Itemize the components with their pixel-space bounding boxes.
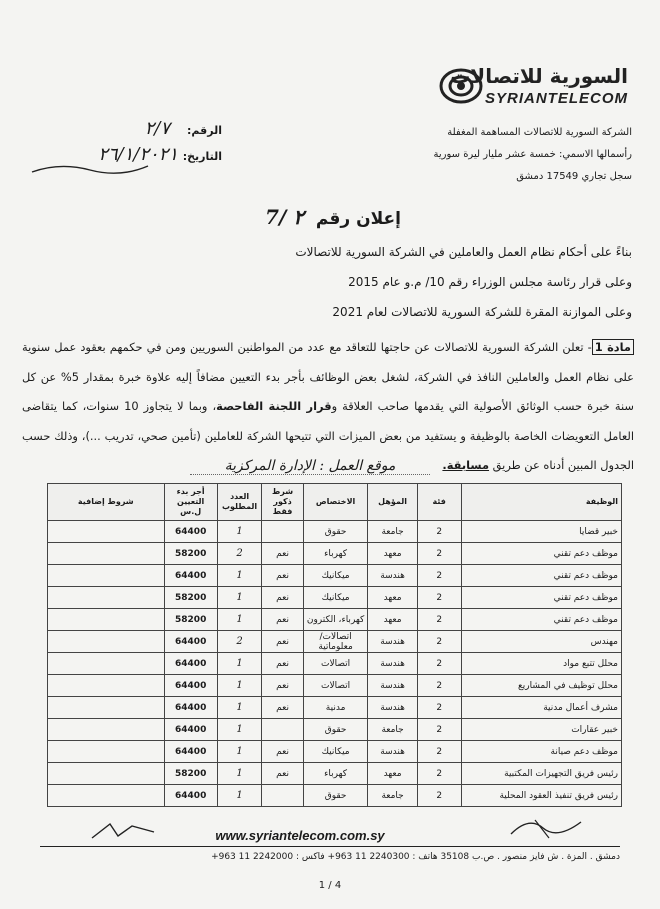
table-cell	[262, 785, 303, 807]
footer-address: دمشق . المزة . ش فايز منصور . ص.ب 35108 هاتف : 2240300 11 963+ فاكس : 2242000 11 963+	[211, 852, 620, 862]
table-cell	[48, 741, 165, 763]
table-cell: هندسة	[368, 741, 417, 763]
company-line: رأسمالها الاسمي: خمسة عشر مليار ليرة سورية	[433, 149, 632, 160]
col-header: الاختصاص	[303, 484, 368, 521]
table-cell: 1	[217, 675, 262, 697]
footer-divider	[40, 846, 620, 847]
table-cell: ميكانيك	[303, 565, 368, 587]
table-cell: موظف دعم صيانة	[461, 741, 621, 763]
table-cell	[48, 785, 165, 807]
table-cell: موظف دعم تقني	[461, 609, 621, 631]
date-value: ٢٦/١/٢٠٢١	[98, 144, 178, 165]
title-prefix: إعلان رقم	[315, 209, 401, 229]
table-cell: 64400	[164, 719, 217, 741]
table-cell: 64400	[164, 565, 217, 587]
table-cell: اتصالات	[303, 675, 368, 697]
table-cell: نعم	[262, 763, 303, 785]
table-cell: موظف دعم تقني	[461, 565, 621, 587]
table-cell: حقوق	[303, 785, 368, 807]
company-line: سجل تجاري 17549 دمشق	[516, 171, 632, 182]
table-row	[48, 587, 622, 609]
table-cell: 2	[417, 741, 461, 763]
table-cell	[48, 565, 165, 587]
table-cell: 58200	[164, 763, 217, 785]
table-cell: 64400	[164, 653, 217, 675]
table-cell: نعم	[262, 653, 303, 675]
table-cell: 64400	[164, 631, 217, 653]
table-cell: نعم	[262, 675, 303, 697]
table-cell: نعم	[262, 609, 303, 631]
table-cell: جامعة	[368, 719, 417, 741]
table-cell: محلل توظيف في المشاريع	[461, 675, 621, 697]
table-cell: هندسة	[368, 697, 417, 719]
table-cell: نعم	[262, 741, 303, 763]
date-underline-stroke	[30, 158, 150, 178]
col-header: الوظيفة	[461, 484, 621, 521]
table-cell: رئيس فريق التجهيزات المكتبية	[461, 763, 621, 785]
table-cell	[48, 543, 165, 565]
table-cell: معهد	[368, 763, 417, 785]
table-cell: هندسة	[368, 565, 417, 587]
table-row	[48, 697, 622, 719]
table-cell: 1	[217, 609, 262, 631]
table-cell: معهد	[368, 587, 417, 609]
table-cell: 2	[417, 565, 461, 587]
logo-english-text: SYRIANTELECOM	[484, 90, 628, 107]
jobs-table	[47, 483, 622, 807]
table-cell: 2	[417, 719, 461, 741]
footer-website: www.syriantelecom.com.sy	[215, 828, 385, 843]
table-cell	[262, 719, 303, 741]
table-cell: حقوق	[303, 521, 368, 543]
table-cell: 58200	[164, 587, 217, 609]
table-cell	[48, 587, 165, 609]
table-cell: ميكانيك	[303, 741, 368, 763]
work-location: موقع العمل : الإدارة المركزية	[190, 458, 430, 475]
title-number: ٢ /7	[265, 205, 304, 229]
table-row	[48, 543, 622, 565]
reference-block	[30, 118, 230, 178]
col-header: شرط ذكور فقط	[262, 484, 303, 521]
company-info	[372, 122, 632, 188]
col-header: شروط إضافية	[48, 484, 165, 521]
table-cell	[48, 653, 165, 675]
table-row	[48, 719, 622, 741]
table-cell: كهرباء، الكترون	[303, 609, 368, 631]
table-cell: اتصالات	[303, 653, 368, 675]
table-cell	[48, 521, 165, 543]
table-cell: كهرباء	[303, 543, 368, 565]
table-cell	[262, 521, 303, 543]
table-cell: حقوق	[303, 719, 368, 741]
table-cell: خبير قضايا	[461, 521, 621, 543]
table-row	[48, 521, 622, 543]
table-cell: جامعة	[368, 785, 417, 807]
table-cell: موظف دعم تقني	[461, 543, 621, 565]
table-cell	[48, 609, 165, 631]
announcement-title	[210, 205, 450, 229]
table-cell: 1	[217, 697, 262, 719]
table-cell: جامعة	[368, 521, 417, 543]
table-cell: 2	[417, 763, 461, 785]
table-cell: 64400	[164, 741, 217, 763]
table-cell	[48, 675, 165, 697]
table-cell: نعم	[262, 697, 303, 719]
table-row	[48, 763, 622, 785]
date-label: التاريخ:	[182, 150, 222, 163]
company-logo	[424, 64, 634, 108]
table-cell: 1	[217, 565, 262, 587]
table-cell: 58200	[164, 543, 217, 565]
table-row	[48, 631, 622, 653]
table-cell: 1	[217, 785, 262, 807]
table-cell: هندسة	[368, 653, 417, 675]
preamble-line: بناءً على أحكام نظام العمل والعاملين في الشركة السورية للاتصالات	[295, 245, 632, 259]
table-cell: مشرف أعمال مدنية	[461, 697, 621, 719]
ref-label: الرقم:	[187, 124, 222, 137]
table-cell	[48, 697, 165, 719]
table-cell: نعم	[262, 587, 303, 609]
table-cell: 1	[217, 587, 262, 609]
table-cell: 2	[417, 587, 461, 609]
article-label: مادة 1	[592, 339, 634, 355]
preamble-line: وعلى قرار رئاسة مجلس الوزراء رقم 10/ م.و عام 2015	[348, 275, 632, 289]
table-cell: ميكانيك	[303, 587, 368, 609]
table-cell: 2	[417, 653, 461, 675]
table-cell: 2	[417, 675, 461, 697]
table-cell: اتصالات/معلوماتية	[303, 631, 368, 653]
ref-value: ٢/٧	[144, 118, 170, 139]
table-cell: 64400	[164, 675, 217, 697]
table-row	[48, 785, 622, 807]
table-cell: 64400	[164, 521, 217, 543]
table-row	[48, 675, 622, 697]
article-end: مسابقة.	[442, 458, 490, 472]
table-cell: رئيس فريق تنفيذ العقود المحلية	[461, 785, 621, 807]
table-cell: محلل تتبع مواد	[461, 653, 621, 675]
table-cell	[48, 631, 165, 653]
table-cell: 2	[417, 697, 461, 719]
table-row	[48, 741, 622, 763]
table-cell: موظف دعم تقني	[461, 587, 621, 609]
col-header: العدد المطلوب	[217, 484, 262, 521]
table-cell: معهد	[368, 609, 417, 631]
table-row	[48, 565, 622, 587]
table-cell: 2	[217, 543, 262, 565]
table-cell: نعم	[262, 631, 303, 653]
article-text: ، وبما لا يتجاوز 10 سنوات، كما يتقاضى العامل التعويضات الخاصة بالوظيفة و يستفيد من بعض الميزات التي تتيحها الشركة للعاملين (تأمين صحي، تدريب ...)، وذلك حسب الجدول المبين أدناه عن طريق	[22, 399, 634, 472]
table-cell: 1	[217, 719, 262, 741]
table-cell: نعم	[262, 565, 303, 587]
signature-left	[88, 818, 158, 844]
table-row	[48, 653, 622, 675]
table-cell: 2	[417, 609, 461, 631]
article-bold-text: قرار اللجنة الفاحصة	[216, 399, 332, 413]
table-cell: مدنية	[303, 697, 368, 719]
col-header: أجر بدء التعيين ل.س	[164, 484, 217, 521]
table-cell: 2	[217, 631, 262, 653]
table-row	[48, 609, 622, 631]
table-cell: 1	[217, 653, 262, 675]
table-header-row	[48, 484, 622, 521]
page-number: 1 / 4	[318, 880, 342, 891]
table-cell	[48, 719, 165, 741]
table-cell: هندسة	[368, 675, 417, 697]
table-cell: هندسة	[368, 631, 417, 653]
col-header: المؤهل	[368, 484, 417, 521]
table-cell: مهندس	[461, 631, 621, 653]
preamble-line: وعلى الموازنة المقرة للشركة السورية للاتصالات لعام 2021	[332, 305, 632, 319]
table-cell: نعم	[262, 543, 303, 565]
table-cell: 1	[217, 521, 262, 543]
table-cell: 1	[217, 763, 262, 785]
col-header: فئة	[417, 484, 461, 521]
table-cell: 2	[417, 521, 461, 543]
table-cell: 64400	[164, 697, 217, 719]
article-text: - تعلن الشركة السورية للاتصالات عن حاجتها للتعاقد مع عدد من المواطنين السوريين ومن في حكمهم بعقود عمل سنوية على نظام العمل والعاملين النافذ في الشركة، لشغل بعض الوظائف بأجر بدء التعيين مضافاً إليه علاوة خبرة بمقدار 5% عن كل سنة خبرة حسب الوثائق الأصولية التي يقدمها صاحب العلاقة و	[22, 340, 634, 413]
table-cell: خبير عقارات	[461, 719, 621, 741]
table-cell: 58200	[164, 609, 217, 631]
logo-arabic-text: السورية للاتصالات	[450, 64, 628, 88]
table-cell: 2	[417, 631, 461, 653]
table-cell: 2	[417, 543, 461, 565]
company-line: الشركة السورية للاتصالات المساهمة المغفلة	[447, 127, 632, 138]
table-cell: 2	[417, 785, 461, 807]
table-cell: 1	[217, 741, 262, 763]
table-cell: كهرباء	[303, 763, 368, 785]
signature-right	[505, 812, 585, 842]
table-cell: 64400	[164, 785, 217, 807]
table-cell	[48, 763, 165, 785]
table-cell: معهد	[368, 543, 417, 565]
